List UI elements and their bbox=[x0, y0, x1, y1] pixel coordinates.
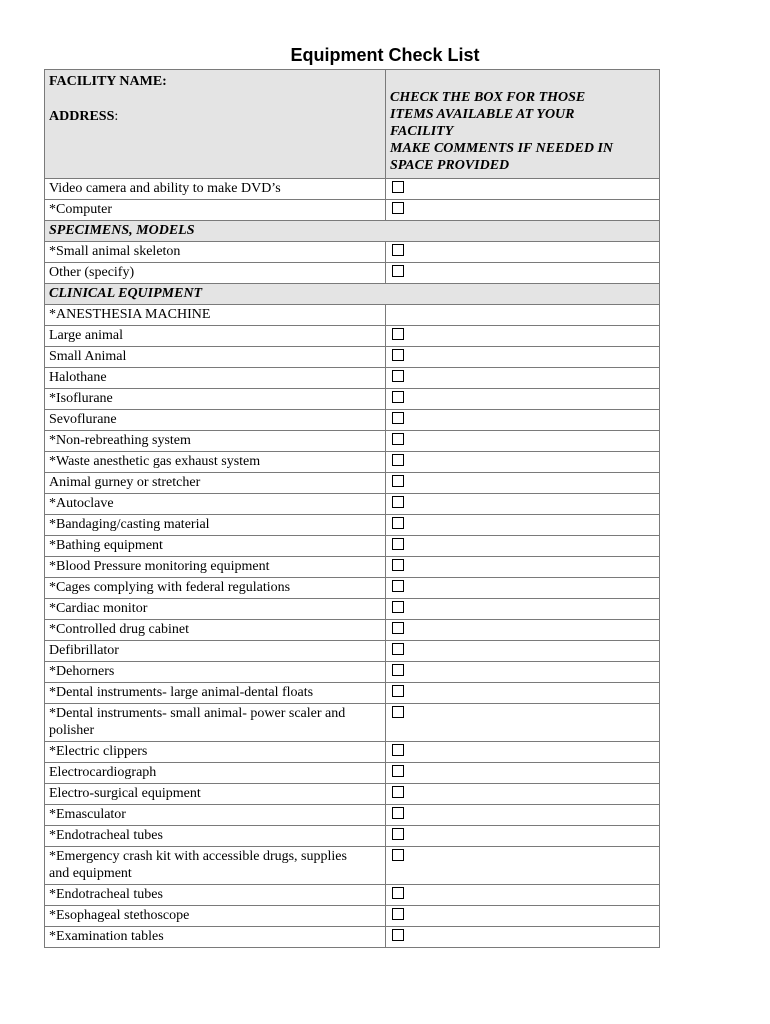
item-label: Other (specify) bbox=[45, 263, 386, 284]
checkbox[interactable] bbox=[392, 538, 404, 550]
checkbox[interactable] bbox=[392, 765, 404, 777]
item-label: *Controlled drug cabinet bbox=[45, 620, 386, 641]
table-row bbox=[45, 557, 660, 578]
item-label: *Bandaging/casting material bbox=[45, 515, 386, 536]
checkbox[interactable] bbox=[392, 908, 404, 920]
item-label: *Bathing equipment bbox=[45, 536, 386, 557]
table-row bbox=[45, 179, 660, 200]
checkbox[interactable] bbox=[392, 744, 404, 756]
checkbox[interactable] bbox=[392, 244, 404, 256]
item-label: *Non-rebreathing system bbox=[45, 431, 386, 452]
section-row bbox=[45, 284, 660, 305]
item-label: *Endotracheal tubes bbox=[45, 885, 386, 906]
checkbox[interactable] bbox=[392, 202, 404, 214]
checkbox[interactable] bbox=[392, 929, 404, 941]
checkbox[interactable] bbox=[392, 433, 404, 445]
section-clinical: CLINICAL EQUIPMENT bbox=[45, 284, 660, 305]
item-label: Halothane bbox=[45, 368, 386, 389]
checkbox[interactable] bbox=[392, 706, 404, 718]
checkbox[interactable] bbox=[392, 601, 404, 613]
checkbox[interactable] bbox=[392, 685, 404, 697]
checkbox[interactable] bbox=[392, 412, 404, 424]
table-row bbox=[45, 578, 660, 599]
checkbox[interactable] bbox=[392, 517, 404, 529]
table-row bbox=[45, 683, 660, 704]
checkbox[interactable] bbox=[392, 849, 404, 861]
item-label: Sevoflurane bbox=[45, 410, 386, 431]
table-row bbox=[45, 263, 660, 284]
address-label: ADDRESS: bbox=[49, 109, 119, 124]
table-row bbox=[45, 389, 660, 410]
checkbox[interactable] bbox=[392, 181, 404, 193]
item-label: Small Animal bbox=[45, 347, 386, 368]
table-row bbox=[45, 452, 660, 473]
table-row bbox=[45, 515, 660, 536]
checkbox[interactable] bbox=[392, 828, 404, 840]
table-row bbox=[45, 662, 660, 683]
table-row bbox=[45, 326, 660, 347]
item-label: Video camera and ability to make DVD’s bbox=[45, 179, 386, 200]
item-label: *Emasculator bbox=[45, 805, 386, 826]
table-row bbox=[45, 368, 660, 389]
table-row bbox=[45, 906, 660, 927]
checkbox[interactable] bbox=[392, 370, 404, 382]
table-row bbox=[45, 473, 660, 494]
facility-name-label: FACILITY NAME: bbox=[49, 74, 167, 89]
checkbox[interactable] bbox=[392, 475, 404, 487]
section-specimens: SPECIMENS, MODELS bbox=[45, 221, 660, 242]
item-label: Animal gurney or stretcher bbox=[45, 473, 386, 494]
checkbox[interactable] bbox=[392, 265, 404, 277]
item-label: Large animal bbox=[45, 326, 386, 347]
checkbox[interactable] bbox=[392, 496, 404, 508]
checkbox[interactable] bbox=[392, 391, 404, 403]
item-label: Defibrillator bbox=[45, 641, 386, 662]
table-row bbox=[45, 784, 660, 805]
instructions-cell bbox=[386, 70, 660, 179]
table-row bbox=[45, 599, 660, 620]
checkbox[interactable] bbox=[392, 807, 404, 819]
item-label: *Waste anesthetic gas exhaust system bbox=[45, 452, 386, 473]
item-label: *Dental instruments- small animal- power scaler and polisher bbox=[45, 704, 386, 742]
checkbox[interactable] bbox=[392, 887, 404, 899]
checkbox[interactable] bbox=[392, 643, 404, 655]
table-row bbox=[45, 305, 660, 326]
item-label: Electro-surgical equipment bbox=[45, 784, 386, 805]
equipment-table bbox=[44, 69, 660, 948]
checkbox[interactable] bbox=[392, 328, 404, 340]
table-row bbox=[45, 742, 660, 763]
table-row bbox=[45, 410, 660, 431]
table-row bbox=[45, 927, 660, 948]
table-row bbox=[45, 494, 660, 515]
table-row bbox=[45, 847, 660, 885]
checkbox[interactable] bbox=[392, 349, 404, 361]
item-label: *Endotracheal tubes bbox=[45, 826, 386, 847]
checkbox[interactable] bbox=[392, 559, 404, 571]
item-label: *Dental instruments- large animal-dental floats bbox=[45, 683, 386, 704]
table-row bbox=[45, 347, 660, 368]
item-label: *Emergency crash kit with accessible drugs, supplies and equipment bbox=[45, 847, 386, 885]
page-title: Equipment Check List bbox=[290, 45, 480, 65]
instructions-text: CHECK THE BOX FOR THOSE ITEMS AVAILABLE AT YOUR FACILITY MAKE COMMENTS IF NEEDED IN SPACE PROVIDED bbox=[390, 90, 614, 173]
item-label: Electrocardiograph bbox=[45, 763, 386, 784]
checkbox[interactable] bbox=[392, 454, 404, 466]
table-row bbox=[45, 763, 660, 784]
checkbox[interactable] bbox=[392, 664, 404, 676]
table-row bbox=[45, 805, 660, 826]
item-label: *Electric clippers bbox=[45, 742, 386, 763]
checkbox[interactable] bbox=[392, 622, 404, 634]
table-row bbox=[45, 200, 660, 221]
item-label: *Small animal skeleton bbox=[45, 242, 386, 263]
item-label: *Computer bbox=[45, 200, 386, 221]
item-label: *Autoclave bbox=[45, 494, 386, 515]
item-label: *ANESTHESIA MACHINE bbox=[45, 305, 386, 326]
item-label: *Blood Pressure monitoring equipment bbox=[45, 557, 386, 578]
header-row bbox=[45, 70, 660, 179]
facility-cell bbox=[45, 70, 386, 179]
table-row bbox=[45, 620, 660, 641]
table-row bbox=[45, 704, 660, 742]
item-label: *Esophageal stethoscope bbox=[45, 906, 386, 927]
table-row bbox=[45, 536, 660, 557]
item-label: *Cages complying with federal regulations bbox=[45, 578, 386, 599]
checkbox[interactable] bbox=[392, 786, 404, 798]
section-row bbox=[45, 221, 660, 242]
item-label: *Examination tables bbox=[45, 927, 386, 948]
table-row bbox=[45, 242, 660, 263]
table-row bbox=[45, 885, 660, 906]
checkbox[interactable] bbox=[392, 580, 404, 592]
table-row bbox=[45, 826, 660, 847]
item-label: *Isoflurane bbox=[45, 389, 386, 410]
table-row bbox=[45, 431, 660, 452]
table-row bbox=[45, 641, 660, 662]
item-label: *Cardiac monitor bbox=[45, 599, 386, 620]
item-label: *Dehorners bbox=[45, 662, 386, 683]
